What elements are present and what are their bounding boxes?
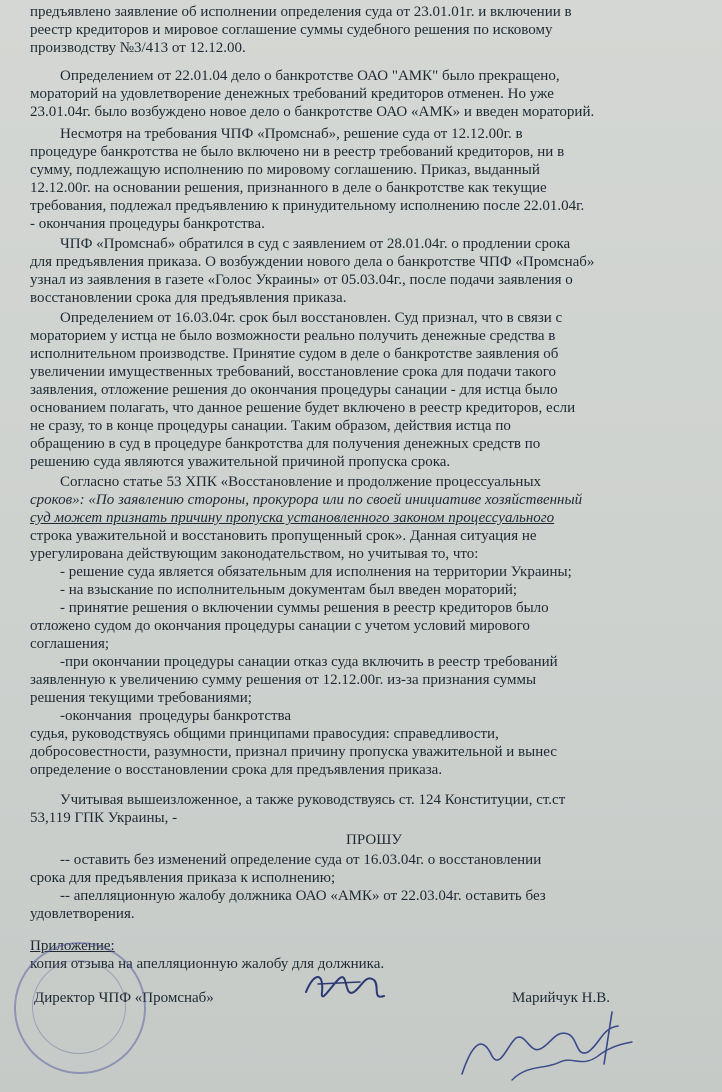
text-line: реестр кредиторов и мировое соглашение суммы судебного решения по исковому bbox=[30, 22, 553, 38]
text-line: определение о восстановлении срока для предъявления приказа. bbox=[30, 762, 443, 778]
stamp-seal bbox=[14, 942, 146, 1074]
request-heading: ПРОШУ bbox=[346, 832, 402, 848]
text-line: -окончания процедуры банкротства bbox=[30, 708, 292, 724]
text-line: -- оставить без изменений определение суда от 16.03.04г. о восстановлении bbox=[30, 852, 542, 868]
text-line: решения текущими требованиями; bbox=[30, 690, 252, 706]
text-line: ЧПФ «Промснаб» обратился в суд с заявлением от 28.01.04г. о продлении срока bbox=[30, 236, 571, 252]
attachment-heading: Приложение: bbox=[30, 938, 115, 954]
text-line: производству №3/413 от 12.12.00. bbox=[30, 40, 246, 56]
text-line: сумму, подлежащую исполнению по мировому соглашению. Приказ, выданный bbox=[30, 162, 540, 178]
text-line: решению суда являются уважительной причиной пропуска срока. bbox=[30, 454, 451, 470]
text-line: урегулирована действующим законодательством, но учитывая то, что: bbox=[30, 546, 479, 562]
text-line: заявленную к увеличению сумму решения от 12.12.00г. из-за признания суммы bbox=[30, 672, 537, 688]
signature bbox=[300, 962, 390, 1010]
text-line: исполнительном производстве. Принятие судом в деле о банкротстве заявления об bbox=[30, 346, 559, 362]
text-line: Согласно статье 53 ХПК «Восстановление и продолжение процессуальных bbox=[30, 474, 542, 490]
signatory-title: Директор ЧПФ «Промснаб» bbox=[34, 990, 214, 1006]
text-line: восстановлении срока для предъявления приказа. bbox=[30, 290, 347, 306]
text-line: заявления, отложение решения до окончания процедуры санации - для истца было bbox=[30, 382, 558, 398]
text-line: мораторий на удовлетворение денежных требований кредиторов отменен. Но уже bbox=[30, 86, 554, 102]
text-line: 12.12.00г. на основании решения, признанного в деле о банкротстве как текущие bbox=[30, 180, 547, 196]
handwritten-annotation bbox=[452, 1004, 642, 1088]
text-line: обращению в суд в процедуре банкротства для получения денежных средств по bbox=[30, 436, 541, 452]
text-line: основанием полагать, что данное решение будет включено в реестр кредиторов, если bbox=[30, 400, 576, 416]
text-line: 53,119 ГПК Украины, - bbox=[30, 810, 178, 826]
text-line: - окончания процедуры банкротства. bbox=[30, 216, 265, 232]
text-line: - принятие решения о включении суммы решения в реестр кредиторов было bbox=[30, 600, 549, 616]
text-line: требования, подлежал предъявлению к принудительному исполнению после 22.01.04г. bbox=[30, 198, 585, 214]
text-line: увеличении имущественных требований, восстановление срока для подачи такого bbox=[30, 364, 556, 380]
text-line: срока для предъявления приказа к исполнению; bbox=[30, 870, 336, 886]
text-line: -при окончании процедуры санации отказ суда включить в реестр требований bbox=[30, 654, 558, 670]
text-line: удовлетворения. bbox=[30, 906, 135, 922]
text-line: - на взыскание по исполнительным документам был введен мораторий; bbox=[30, 582, 518, 598]
text-line: процедуре банкротства не было включено ни в реестр требований кредиторов, ни в bbox=[30, 144, 565, 160]
text-line: предъявлено заявление об исполнении определения суда от 23.01.01г. и включении в bbox=[30, 4, 572, 20]
text-line: судья, руководствуясь общими принципами правосудия: справедливости, bbox=[30, 726, 499, 742]
attachment-text: копия отзыва на апелляционную жалобу для должника. bbox=[30, 956, 385, 972]
text-line: Определением от 22.01.04 дело о банкротстве ОАО "АМК" было прекращено, bbox=[30, 68, 560, 84]
text-line: мораторием у истца не было возможности реально получить денежные средства в bbox=[30, 328, 556, 344]
signatory-name: Марийчук Н.В. bbox=[512, 990, 610, 1006]
text-line: Определением от 16.03.04г. срок был восстановлен. Суд признал, что в связи с bbox=[30, 310, 563, 326]
text-line: -- апелляционную жалобу должника ОАО «АМК» от 22.03.04г. оставить без bbox=[30, 888, 546, 904]
text-line: узнал из заявления в газете «Голос Украины» от 05.03.04г., после подачи заявления о bbox=[30, 272, 573, 288]
text-line: Несмотря на требования ЧПФ «Промснаб», решение суда от 12.12.00г. в bbox=[30, 126, 523, 142]
text-line: добросовестности, разумности, признал причину пропуска уважительной и вынес bbox=[30, 744, 557, 760]
text-line: отложено судом до окончания процедуры санации с учетом условий мирового bbox=[30, 618, 530, 634]
text-line: - решение суда является обязательным для исполнения на территории Украины; bbox=[30, 564, 572, 580]
text-line: Учитывая вышеизложенное, а также руководствуясь ст. 124 Конституции, ст.ст bbox=[30, 792, 566, 808]
text-line: 23.01.04г. было возбуждено новое дело о банкротстве ОАО «АМК» и введен мораторий. bbox=[30, 104, 595, 120]
text-line: строка уважительной и восстановить пропущенный срок». Данная ситуация не bbox=[30, 528, 537, 544]
text-line: сроков»: «По заявлению стороны, прокурора или по своей инициативе хозяйственный bbox=[30, 492, 583, 508]
text-line: не сразу, то в конце процедуры санации. Таким образом, действия истца по bbox=[30, 418, 511, 434]
text-line: соглашения; bbox=[30, 636, 110, 652]
text-line: для предъявления приказа. О возбуждении нового дела о банкротстве ЧПФ «Промснаб» bbox=[30, 254, 595, 270]
text-line: суд может признать причину пропуска установленного законом процессуального bbox=[30, 510, 555, 526]
